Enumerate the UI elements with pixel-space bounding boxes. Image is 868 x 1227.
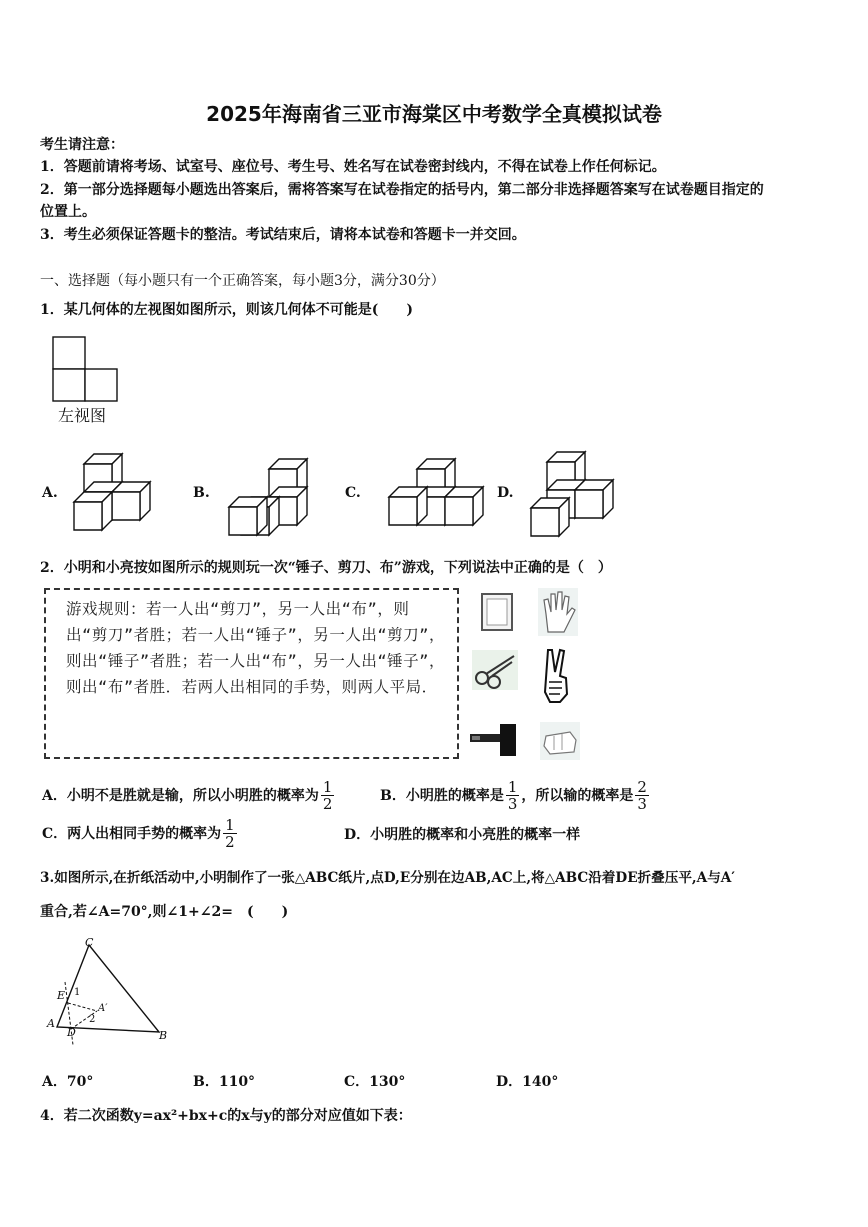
q1-option-c-label: C.: [345, 485, 361, 501]
cube-face: [575, 490, 603, 518]
question-4-stem: 4．若二次函数y=ax²+bx+c的x与y的部分对应值如下表：: [40, 1108, 412, 1124]
label-a: A: [47, 1017, 55, 1030]
notice-item: 位置上。: [40, 204, 96, 220]
question-3-line-2: 重合,若∠A=70°,则∠1+∠2= ( ): [40, 904, 289, 920]
cube-face: [389, 497, 417, 525]
fist-icon: [540, 722, 580, 760]
notice-item: 3．考生必须保证答题卡的整洁。考试结束后，请将本试卷和答题卡一并交回。: [40, 227, 526, 243]
q2-option-b-fraction: [506, 779, 520, 812]
cube-face: [112, 492, 140, 520]
q1-option-d-label: D.: [497, 485, 514, 501]
question-2-stem: 2．小明和小亮按如图所示的规则玩一次“锤子、剪刀、布”游戏，下列说法中正确的是（ ）: [40, 560, 612, 576]
q3-option-a: A．70°: [42, 1074, 94, 1090]
page-title: 2025年海南省三亚市海棠区中考数学全真模拟试卷: [206, 102, 662, 126]
cube-face: [531, 508, 559, 536]
q2-option-a-fraction: [321, 779, 335, 812]
q2-option-b-text-2: ，所以输的概率是: [521, 788, 634, 804]
q1-option-a-figure: [70, 452, 154, 534]
fraction-numerator: 1: [322, 777, 333, 796]
q3-option-c: C．130°: [344, 1074, 406, 1090]
notice-item: 2．第一部分选择题每小题选出答案后，需将答案写在试卷指定的括号内，第二部分非选择题答案写在试卷题目指定的: [40, 182, 764, 198]
q2-option-d: D．小明胜的概率和小亮胜的概率一样: [344, 827, 581, 843]
fraction-denominator: 2: [225, 832, 235, 851]
game-rules-text: 游戏规则：若一人出“剪刀”，另一人出“布”，则出“剪刀”者胜；若一人出“锤子”，另一人出“剪刀”，则出“锤子”者胜；若一人出“布”，另一人出“锤子”，则出“布”者胜．若两人出相同的手势，则两人平局．: [66, 600, 445, 696]
notice-item: 1．答题前请将考场、试室号、座位号、考生号、姓名写在试卷密封线内，不得在试卷上作任何标记。: [40, 159, 666, 175]
q2-option-a-text: A．小明不是胜就是输，所以小明胜的概率为: [42, 788, 319, 804]
fraction-numerator: 1: [507, 777, 518, 796]
q1-option-b-label: B.: [193, 485, 210, 501]
label-angle-1: 1: [74, 987, 81, 998]
q1-option-a-label: A.: [42, 485, 58, 501]
hammer-icon: [470, 722, 520, 758]
q1-option-c-figure: [375, 457, 495, 539]
label-angle-2: 2: [89, 1014, 96, 1025]
question-3-line-1: 3.如图所示,在折纸活动中,小明制作了一张△ABC纸片,点D,E分别在边AB,AC上,将△ABC沿着DE折叠压平,A与A′: [40, 870, 735, 886]
label-e: E: [57, 989, 66, 1002]
q2-option-c-text: C．两人出相同手势的概率为: [42, 826, 222, 842]
fraction-denominator: 2: [322, 794, 333, 813]
cube-face: [74, 502, 102, 530]
label-d: D: [67, 1026, 76, 1039]
q2-option-a: [42, 776, 336, 814]
fraction-numerator: 1: [225, 815, 235, 834]
scissors-icon: [472, 650, 518, 690]
fraction-denominator: 3: [507, 794, 518, 813]
cube-face: [229, 507, 257, 535]
q2-option-b-text: B．小明胜的概率是: [380, 788, 504, 804]
open-hand-icon: [538, 588, 578, 636]
question-1-stem: 1．某几何体的左视图如图所示，则该几何体不可能是( ): [40, 302, 413, 318]
q2-option-b-fraction-2: [635, 779, 649, 812]
q1-option-d-figure: [525, 450, 615, 540]
game-rules-box: [44, 588, 459, 759]
q2-option-c: [42, 814, 239, 852]
fraction-denominator: 3: [637, 794, 647, 813]
q1-option-b-figure: [225, 457, 309, 539]
section-heading: 一、选择题（每小题只有一个正确答案，每小题3分，满分30分）: [40, 273, 445, 289]
paper-cloth-icon: [478, 590, 518, 634]
label-c: C: [85, 936, 94, 949]
label-a-prime: A′: [98, 1003, 108, 1014]
notice-heading: 考生请注意：: [40, 137, 124, 153]
label-b: B: [159, 1029, 168, 1042]
cube-face: [445, 497, 473, 525]
q2-option-c-fraction: [223, 817, 237, 850]
q2-option-b: [380, 776, 651, 814]
left-view-label: 左视图: [58, 406, 107, 425]
left-view-figure: [52, 336, 122, 402]
scissors-hand-icon: [540, 648, 574, 704]
q3-option-d: D．140°: [496, 1074, 559, 1090]
fraction-numerator: 2: [637, 777, 647, 796]
q3-option-b: B．110°: [193, 1074, 256, 1090]
